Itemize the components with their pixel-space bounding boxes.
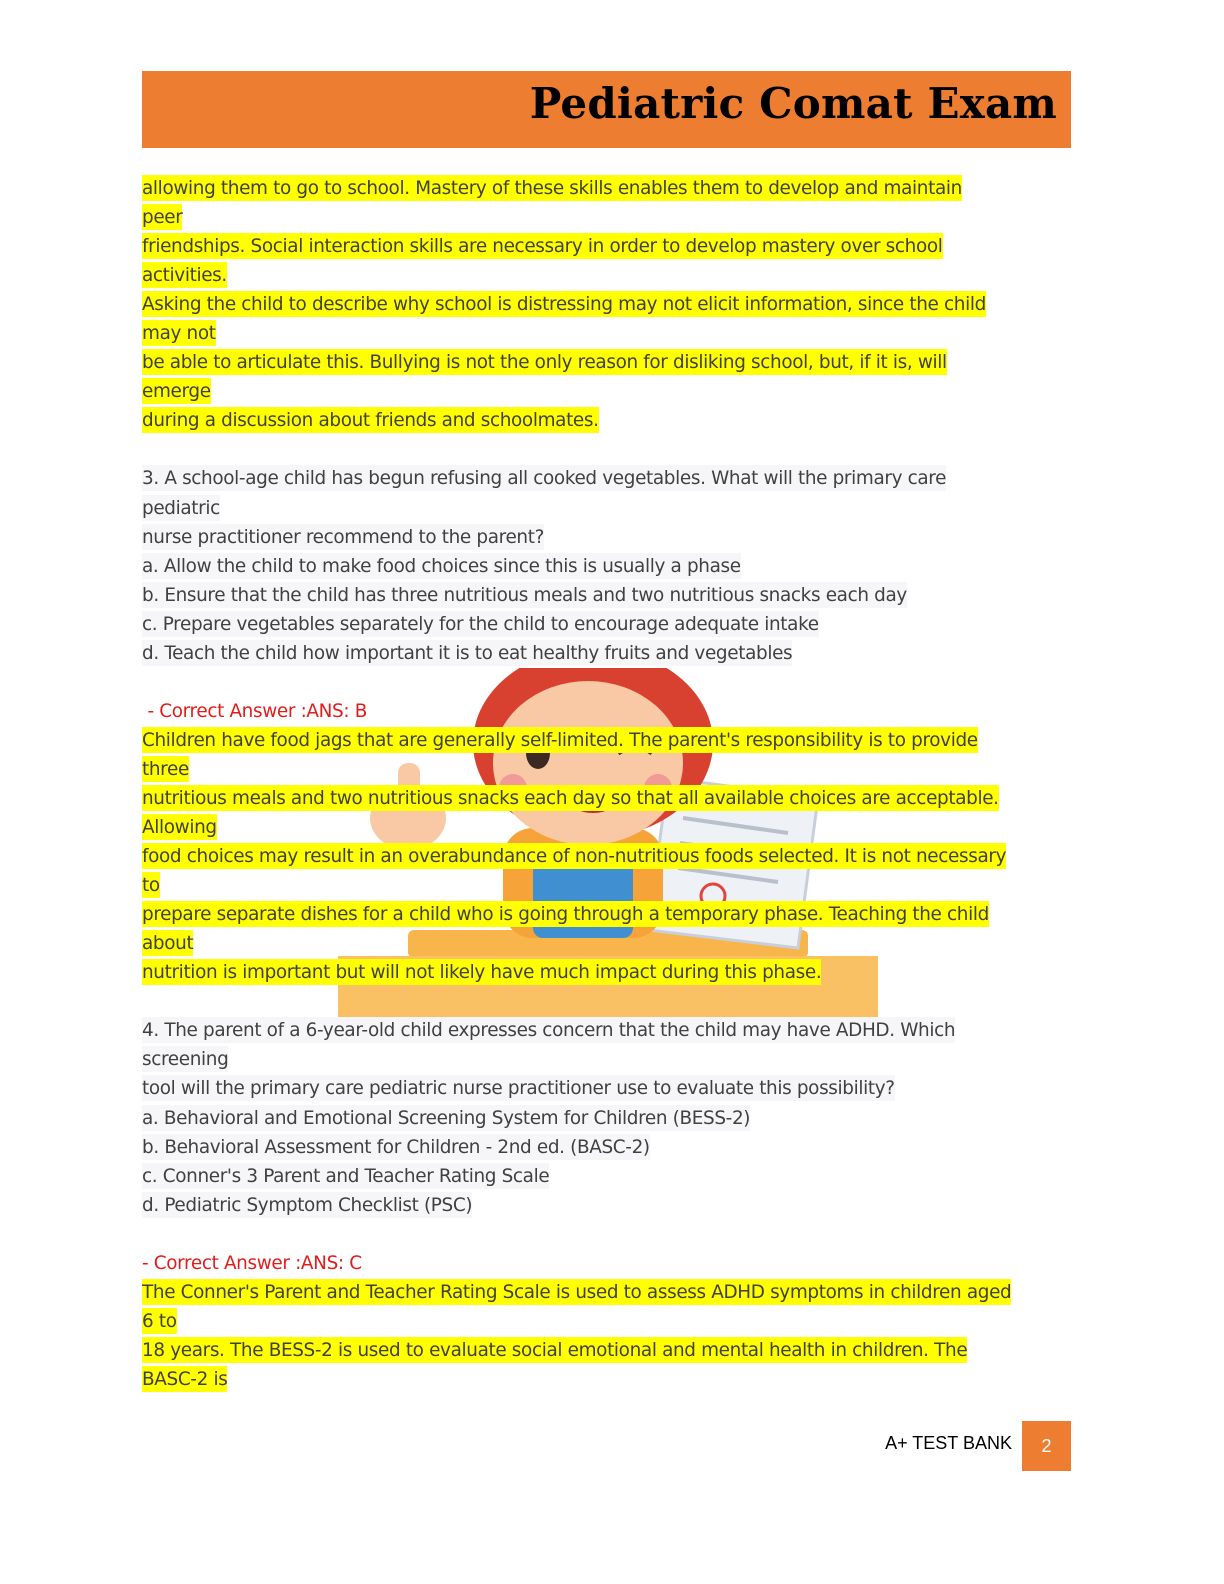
question-line: screening xyxy=(142,1045,1077,1074)
spacer xyxy=(142,987,1077,1016)
question-line: 4. The parent of a 6-year-old child expresses concern that the child may have ADHD. Which xyxy=(142,1016,1077,1045)
text-line: food choices may result in an overabundance of non-nutritious foods selected. It is not necessary xyxy=(142,842,1077,871)
option-b: b. Behavioral Assessment for Children - 2nd ed. (BASC-2) xyxy=(142,1133,1077,1162)
text-line: nutrition is important but will not likely have much impact during this phase. xyxy=(142,958,1077,987)
text-line: about xyxy=(142,929,1077,958)
question-4 xyxy=(142,1016,1077,1219)
text-line: to xyxy=(142,871,1077,900)
text-line: three xyxy=(142,755,1077,784)
question-3 xyxy=(142,464,1077,667)
question-line: tool will the primary care pediatric nurse practitioner use to evaluate this possibility? xyxy=(142,1074,1077,1103)
text-line: activities. xyxy=(142,261,1077,290)
text-line: 18 years. The BESS-2 is used to evaluate social emotional and mental health in children. The xyxy=(142,1336,1077,1365)
option-b: b. Ensure that the child has three nutritious meals and two nutritious snacks each day xyxy=(142,581,1077,610)
correct-answer-4: - Correct Answer :ANS: C xyxy=(142,1252,362,1274)
text-line: friendships. Social interaction skills are necessary in order to develop mastery over school xyxy=(142,232,1077,261)
text-line: 6 to xyxy=(142,1307,1077,1336)
option-c: c. Conner's 3 Parent and Teacher Rating Scale xyxy=(142,1162,1077,1191)
text-line: prepare separate dishes for a child who is going through a temporary phase. Teaching the child xyxy=(142,900,1077,929)
question-line: pediatric xyxy=(142,494,1077,523)
text-line: nutritious meals and two nutritious snacks each day so that all available choices are acceptable. xyxy=(142,784,1077,813)
option-d: d. Teach the child how important it is to eat healthy fruits and vegetables xyxy=(142,639,1077,668)
page-number: 2 xyxy=(1022,1421,1071,1471)
text-line: peer xyxy=(142,203,1077,232)
text-line: be able to articulate this. Bullying is not the only reason for disliking school, but, if it is, will xyxy=(142,348,1077,377)
text-line: emerge xyxy=(142,377,1077,406)
text-line: Asking the child to describe why school is distressing may not elicit information, since the child xyxy=(142,290,1077,319)
option-d: d. Pediatric Symptom Checklist (PSC) xyxy=(142,1191,1077,1220)
page-title: Pediatric Comat Exam xyxy=(529,79,1057,128)
text-line: The Conner's Parent and Teacher Rating Scale is used to assess ADHD symptoms in children aged xyxy=(142,1278,1077,1307)
text-line: allowing them to go to school. Mastery of these skills enables them to develop and maintain xyxy=(142,174,1077,203)
rationale-3 xyxy=(142,726,1077,987)
paragraph-school-explanation xyxy=(142,174,1077,435)
option-c: c. Prepare vegetables separately for the child to encourage adequate intake xyxy=(142,610,1077,639)
spacer xyxy=(142,668,1077,697)
spacer xyxy=(142,435,1077,464)
option-a: a. Allow the child to make food choices since this is usually a phase xyxy=(142,552,1077,581)
option-a: a. Behavioral and Emotional Screening System for Children (BESS-2) xyxy=(142,1104,1077,1133)
rationale-4 xyxy=(142,1278,1077,1394)
text-line: BASC-2 is xyxy=(142,1365,1077,1394)
spacer xyxy=(142,1220,1077,1249)
document-body xyxy=(142,174,1077,1394)
text-line: during a discussion about friends and schoolmates. xyxy=(142,406,1077,435)
question-line: nurse practitioner recommend to the parent? xyxy=(142,523,1077,552)
footer-label: A+ TEST BANK xyxy=(885,1433,1012,1453)
question-line: 3. A school-age child has begun refusing all cooked vegetables. What will the primary care xyxy=(142,464,1077,493)
text-line: may not xyxy=(142,319,1077,348)
correct-answer-3: - Correct Answer :ANS: B xyxy=(142,700,367,722)
text-line: Children have food jags that are generally self-limited. The parent's responsibility is to provide xyxy=(142,726,1077,755)
page-header xyxy=(142,71,1071,148)
text-line: Allowing xyxy=(142,813,1077,842)
